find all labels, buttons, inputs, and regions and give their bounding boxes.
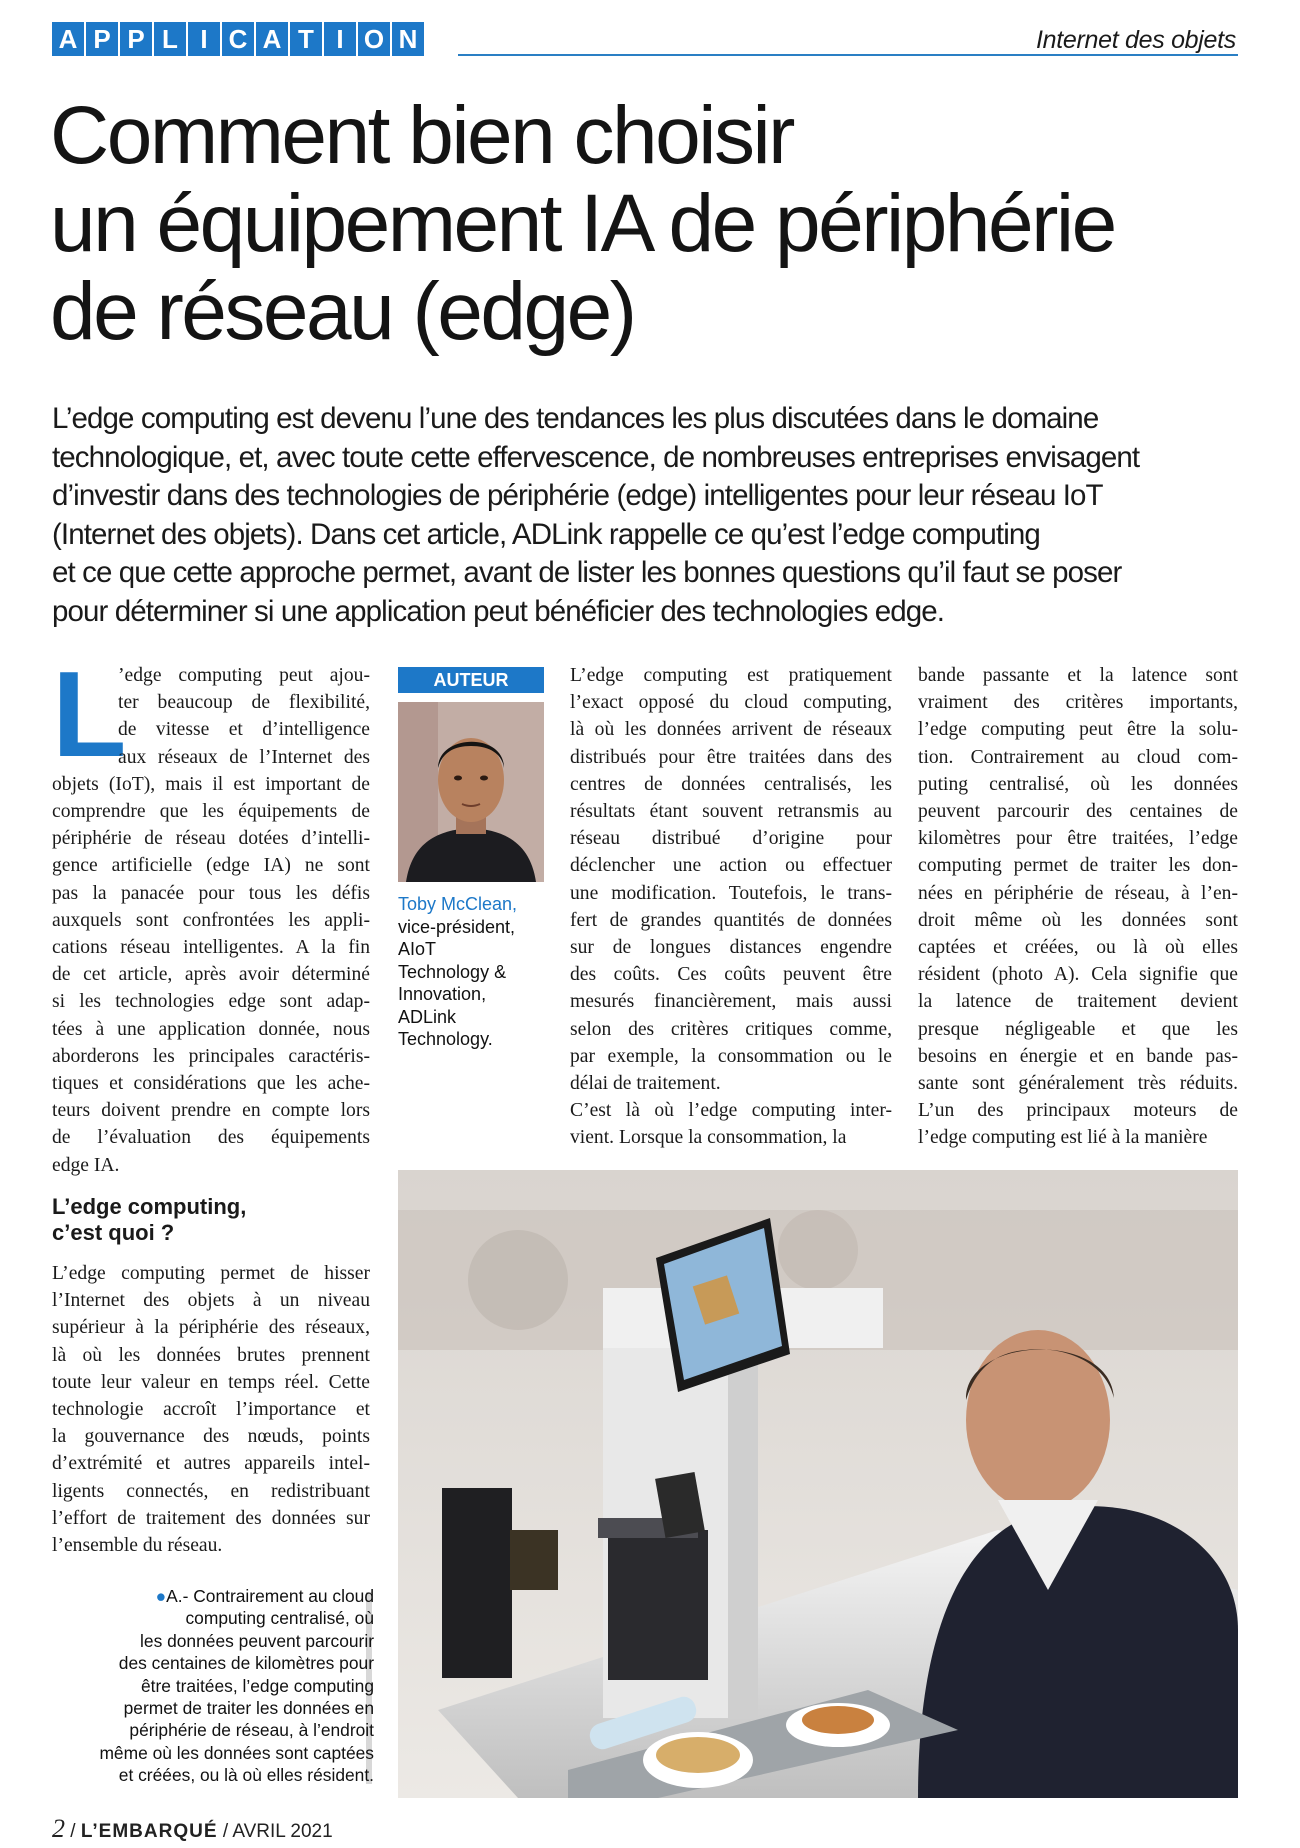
text-line: pas la panacée pour tous les défis xyxy=(52,882,370,904)
text-line: d’extrémité et autres appareils intel- xyxy=(52,1453,370,1475)
body-column-1 xyxy=(52,646,370,1179)
text-line: là où les données brutes prennent xyxy=(52,1344,370,1366)
text-line: une modification. Toutefois, le trans- xyxy=(570,882,892,904)
lead-line: technologique, et, avec toute cette effervescence, de nombreuses entreprises envisagent xyxy=(52,440,1140,474)
text-line: des coûts. Ces coûts peuvent être xyxy=(570,964,892,986)
text-line: réseau distribué d’origine pour xyxy=(570,828,892,850)
caption-line: périphérie de réseau, à l’endroit xyxy=(129,1720,374,1741)
text-line: aborderons les principales caractéris- xyxy=(52,1045,370,1067)
rubric-letter: N xyxy=(392,22,424,56)
text-line: distribués pour être traitées dans des xyxy=(570,746,892,768)
rubric-letter: P xyxy=(120,22,152,56)
text-line: aux réseaux de l’Internet des xyxy=(118,746,370,768)
caption-line: computing centralisé, où xyxy=(185,1608,374,1629)
rubric-letter: O xyxy=(358,22,390,56)
text-line: objets (IoT), mais il est important de xyxy=(52,773,370,795)
text-line: kilomètres pour être traitées, l’edge xyxy=(918,828,1238,850)
text-line: l’exact opposé du cloud computing, xyxy=(570,692,892,714)
title-line: un équipement IA de périphérie xyxy=(50,178,1115,269)
text-line: vraiment des critères importants, xyxy=(918,692,1238,714)
text-line: de cet article, après avoir déterminé xyxy=(52,964,370,986)
section-name: Internet des objets xyxy=(1036,26,1236,54)
text-line: supérieur à la périphérie des réseaux, xyxy=(52,1317,370,1339)
text-line: par exemple, la consommation ou le xyxy=(570,1045,892,1067)
text-line: sur de longues distances engendre xyxy=(570,937,892,959)
text-line: centres de données centralisés, les xyxy=(570,773,892,795)
text-line: selon des critères critiques comme, xyxy=(570,1018,892,1040)
text-line: vient. Lorsque la consommation, la xyxy=(570,1127,847,1149)
caption-line: les données peuvent parcourir xyxy=(140,1630,374,1651)
text-line: ter beaucoup de flexibilité, xyxy=(118,692,370,714)
lead-line: pour déterminer si une application peut bénéficier des technologies edge. xyxy=(52,594,945,628)
author-name: Toby McClean, xyxy=(398,894,518,914)
text-line: l’ensemble du réseau. xyxy=(52,1535,223,1557)
author-role-line: ADLink xyxy=(398,1006,457,1027)
photo-caption xyxy=(60,1585,374,1787)
text-line: C’est là où l’edge computing inter- xyxy=(570,1100,892,1122)
text-line: edge IA. xyxy=(52,1154,120,1176)
text-line: L’edge computing permet de hisser xyxy=(52,1263,370,1284)
text-line: tion. Contrairement au cloud com- xyxy=(918,746,1238,768)
text-line: la latence de traitement devient xyxy=(918,991,1238,1013)
text-line: l’edge computing est lié à la manière xyxy=(918,1127,1208,1149)
caption-line: être traitées, l’edge computing xyxy=(141,1675,374,1696)
article-lead xyxy=(52,400,1247,631)
text-line: fert de grandes quantités de données xyxy=(570,909,892,931)
text-line: technologie accroît l’importance et xyxy=(52,1399,370,1421)
text-line: si les technologies edge sont adap- xyxy=(52,991,370,1013)
rubric-letter: P xyxy=(86,22,118,56)
text-line: presque négligeable et que les xyxy=(918,1018,1238,1040)
title-line: de réseau (edge) xyxy=(50,266,635,357)
rubric-letter: T xyxy=(290,22,322,56)
author-role-line: Technology & xyxy=(398,961,507,982)
text-line: besoins en énergie et en bande pas- xyxy=(918,1045,1238,1067)
bullet-icon: ● xyxy=(155,1586,167,1606)
rubric-letter: L xyxy=(154,22,186,56)
author-role-line: AIoT xyxy=(398,939,437,959)
text-line: délai de traitement. xyxy=(570,1073,721,1095)
author-role-line: vice-président, xyxy=(398,916,516,937)
text-line: sante sont généralement très réduits. xyxy=(918,1073,1238,1095)
text-line: teurs doivent prendre en compte lors xyxy=(52,1100,370,1122)
text-line: tiques et considérations que les ache- xyxy=(52,1073,370,1095)
section-subhead xyxy=(52,1194,246,1246)
text-line: résultats étant souvent retransmis au xyxy=(570,801,892,823)
caption-line: des centaines de kilomètres pour xyxy=(118,1653,374,1674)
text-line: captées et créées, ou là où elles xyxy=(918,937,1238,959)
text-line: périphérie de réseau dotées d’intelli- xyxy=(52,828,370,850)
text-line: ’edge computing peut ajou- xyxy=(118,665,370,686)
text-line: l’effort de traitement des données sur xyxy=(52,1507,370,1529)
drop-cap: L xyxy=(52,646,127,782)
text-line: peuvent parcourir des centaines de xyxy=(918,801,1238,823)
text-line: computing permet de traiter les don- xyxy=(918,855,1238,877)
rubric-letter: A xyxy=(52,22,84,56)
text-line: ligents connectés, en redistribuant xyxy=(52,1480,370,1502)
text-line: déclencher une action ou effectuer xyxy=(570,855,892,877)
text-line: nées en périphérie de réseau, à l’en- xyxy=(918,882,1238,904)
author-photo xyxy=(398,702,544,882)
text-line: de vitesse et d’intelligence xyxy=(118,719,370,741)
text-line: comprendre que les équipements de xyxy=(52,801,370,823)
text-line: puting centralisé, où les données xyxy=(918,773,1238,795)
text-line: tées à une application donnée, nous xyxy=(52,1018,370,1040)
issue-date: AVRIL 2021 xyxy=(232,1821,333,1842)
text-line: mesurés financièrement, mais aussi xyxy=(570,991,892,1013)
magazine-name: L’EMBARQUÉ xyxy=(80,1821,218,1842)
text-line: cations réseau intelligentes. A la fin xyxy=(52,937,370,959)
subhead-line: c’est quoi ? xyxy=(52,1220,175,1245)
article-photo xyxy=(398,1170,1238,1798)
text-line: la gouvernance des nœuds, points xyxy=(52,1426,370,1448)
text-line: de l’évaluation des équipements xyxy=(52,1127,370,1149)
lead-line: et ce que cette approche permet, avant de lister les bonnes questions qu’il faut se poser xyxy=(52,556,1122,589)
text-line: L’edge computing est pratiquement xyxy=(570,665,892,686)
page-footer: 2 / L’EMBARQUÉ / AVRIL 2021 xyxy=(52,1814,333,1843)
subhead-line: L’edge computing, xyxy=(52,1194,247,1219)
article-title xyxy=(50,92,1250,356)
text-line: auxquels sont confrontées les appli- xyxy=(52,909,370,931)
body-column-1-continued xyxy=(52,1260,370,1559)
title-line: Comment bien choisir xyxy=(50,90,793,181)
caption-line: même où les données sont captées xyxy=(99,1742,374,1763)
text-line: toute leur valeur en temps réel. Cette xyxy=(52,1371,370,1393)
body-column-4 xyxy=(918,662,1238,1152)
rubric-banner xyxy=(52,22,424,56)
text-line: gence artificielle (edge IA) ne sont xyxy=(52,855,370,877)
text-line: bande passante et la latence sont xyxy=(918,665,1238,686)
rubric-letter: A xyxy=(256,22,288,56)
caption-line: permet de traiter les données en xyxy=(123,1698,374,1719)
page-number: 2 xyxy=(52,1814,65,1843)
text-line: l’Internet des objets à un niveau xyxy=(52,1290,370,1312)
caption-line-text: A.- Contrairement au cloud xyxy=(166,1586,374,1606)
lead-line: L’edge computing est devenu l’une des tendances les plus discutées dans le domaine xyxy=(52,402,1099,435)
author-tag: AUTEUR xyxy=(398,667,544,693)
author-role-line: Innovation, xyxy=(398,984,487,1004)
body-column-3 xyxy=(570,662,892,1152)
rubric-letter: I xyxy=(188,22,220,56)
text-line: droit même où les données sont xyxy=(918,909,1238,931)
author-credit xyxy=(398,893,548,1051)
rubric-letter: C xyxy=(222,22,254,56)
text-line: l’edge computing peut être la solu- xyxy=(918,719,1238,741)
lead-line: (Internet des objets). Dans cet article, ADLink rappelle ce qu’est l’edge computing xyxy=(52,517,1040,551)
caption-line xyxy=(60,1585,374,1607)
rubric-letter: I xyxy=(324,22,356,56)
caption-line: et créées, ou là où elles résident. xyxy=(118,1765,374,1786)
text-line: L’un des principaux moteurs de xyxy=(918,1100,1238,1122)
text-line: là où les données arrivent de réseaux xyxy=(570,719,892,741)
author-role-line: Technology. xyxy=(398,1029,493,1049)
text-line: résident (photo A). Cela signifie que xyxy=(918,964,1238,986)
lead-line: d’investir dans des technologies de périphérie (edge) intelligentes pour leur réseau IoT xyxy=(52,479,1103,512)
